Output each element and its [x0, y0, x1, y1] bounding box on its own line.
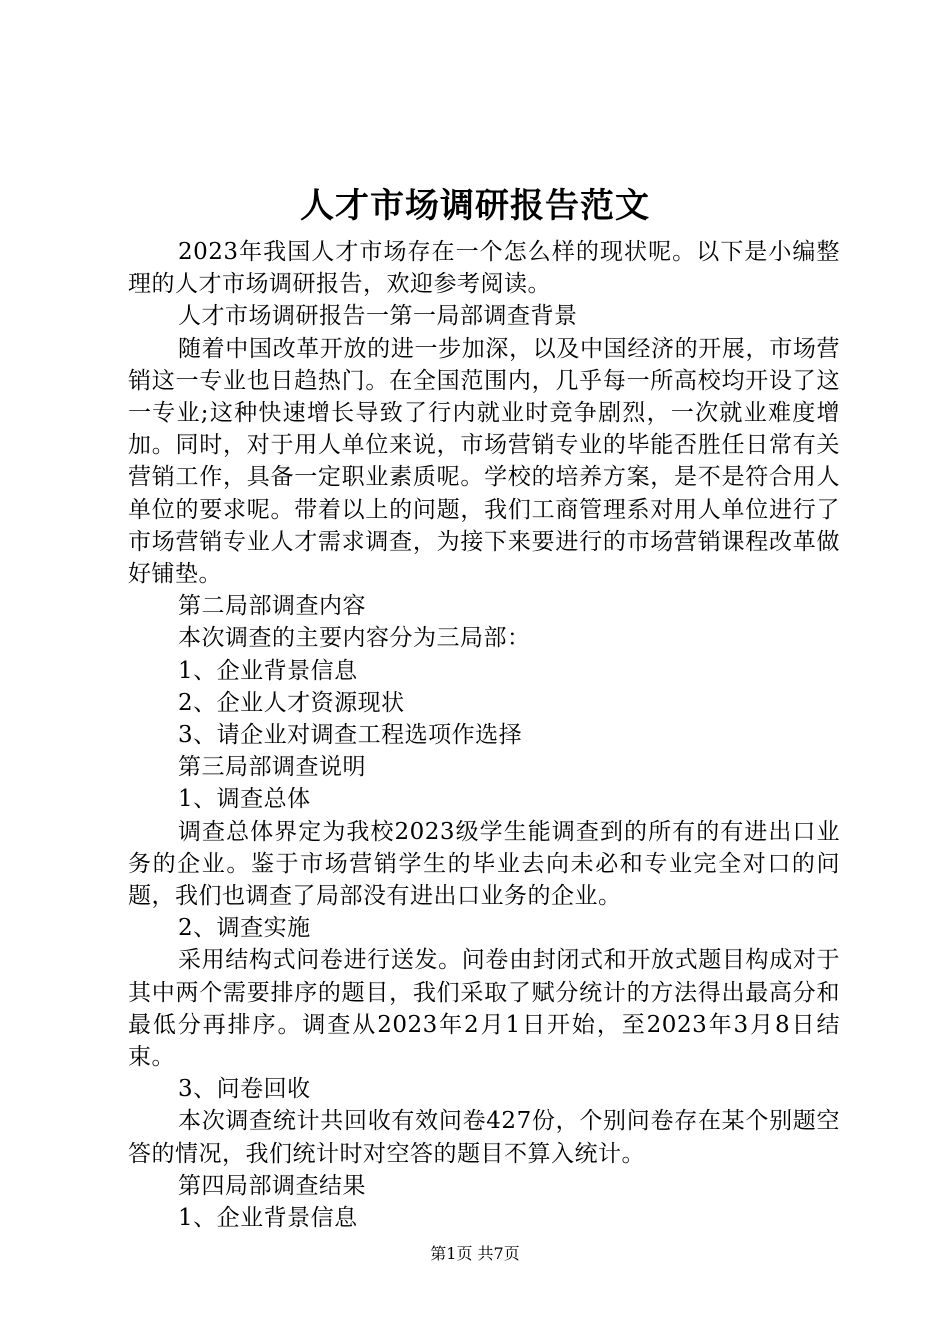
document-title: 人才市场调研报告范文 [300, 186, 650, 226]
paragraph-content-intro: 本次调查的主要内容分为三局部： [178, 625, 531, 652]
heading-part-one: 人才市场调研报告一第一局部调查背景 [178, 303, 578, 330]
heading-part-two: 第二局部调查内容 [178, 593, 366, 620]
page-number-footer: 第1页 共7页 [430, 1244, 520, 1263]
subheading-survey-population: 1、调查总体 [178, 786, 311, 813]
paragraph-intro: 2023年我国人才市场存在一个怎么样的现状呢。以下是小编整理的人才市场调研报告，欢迎参考阅读。 [128, 239, 840, 298]
subheading-company-background: 1、企业背景信息 [178, 1205, 358, 1232]
heading-part-four: 第四局部调查结果 [178, 1172, 366, 1199]
paragraph-survey-population: 调查总体界定为我校2023级学生能调查到的所有的有进出口业务的企业。鉴于市场营销学生的毕业去向未必和专业完全对口的问题，我们也调查了局部没有进出口业务的企业。 [128, 818, 840, 910]
paragraph-background: 随着中国改革开放的进一步加深，以及中国经济的开展，市场营销这一专业也日趋热门。在全国范围内，几乎每一所高校均开设了这一专业;这种快速增长导致了行内就业时竞争剧烈，一次就业难度增加。同时，对于用人单位来说，市场营销专业的毕能否胜任日常有关营销工作，具备一定职业素质呢。学校的培养方案，是不是符合用人单位的要求呢。带着以上的问题，我们工商管理系对用人单位进行了市场营销专业人才需求调查，为接下来要进行的市场营销课程改革做好铺垫。 [128, 335, 840, 588]
subheading-survey-implementation: 2、调查实施 [178, 915, 311, 942]
list-item-2: 2、企业人才资源现状 [178, 689, 405, 716]
document-body [128, 236, 840, 1234]
subheading-questionnaire-recovery: 3、问卷回收 [178, 1076, 311, 1103]
paragraph-survey-implementation: 采用结构式问卷进行送发。问卷由封闭式和开放式题目构成对于其中两个需要排序的题目，我们采取了赋分统计的方法得出最高分和最低分再排序。调查从2023年2月1日开始，至2023年3月8日结束。 [128, 947, 840, 1071]
paragraph-questionnaire-recovery: 本次调查统计共回收有效问卷427份，个别问卷存在某个别题空答的情况，我们统计时对空答的题目不算入统计。 [128, 1108, 840, 1167]
list-item-3: 3、请企业对调查工程选项作选择 [178, 722, 523, 749]
list-item-1: 1、企业背景信息 [178, 657, 358, 684]
heading-part-three: 第三局部调查说明 [178, 754, 366, 781]
